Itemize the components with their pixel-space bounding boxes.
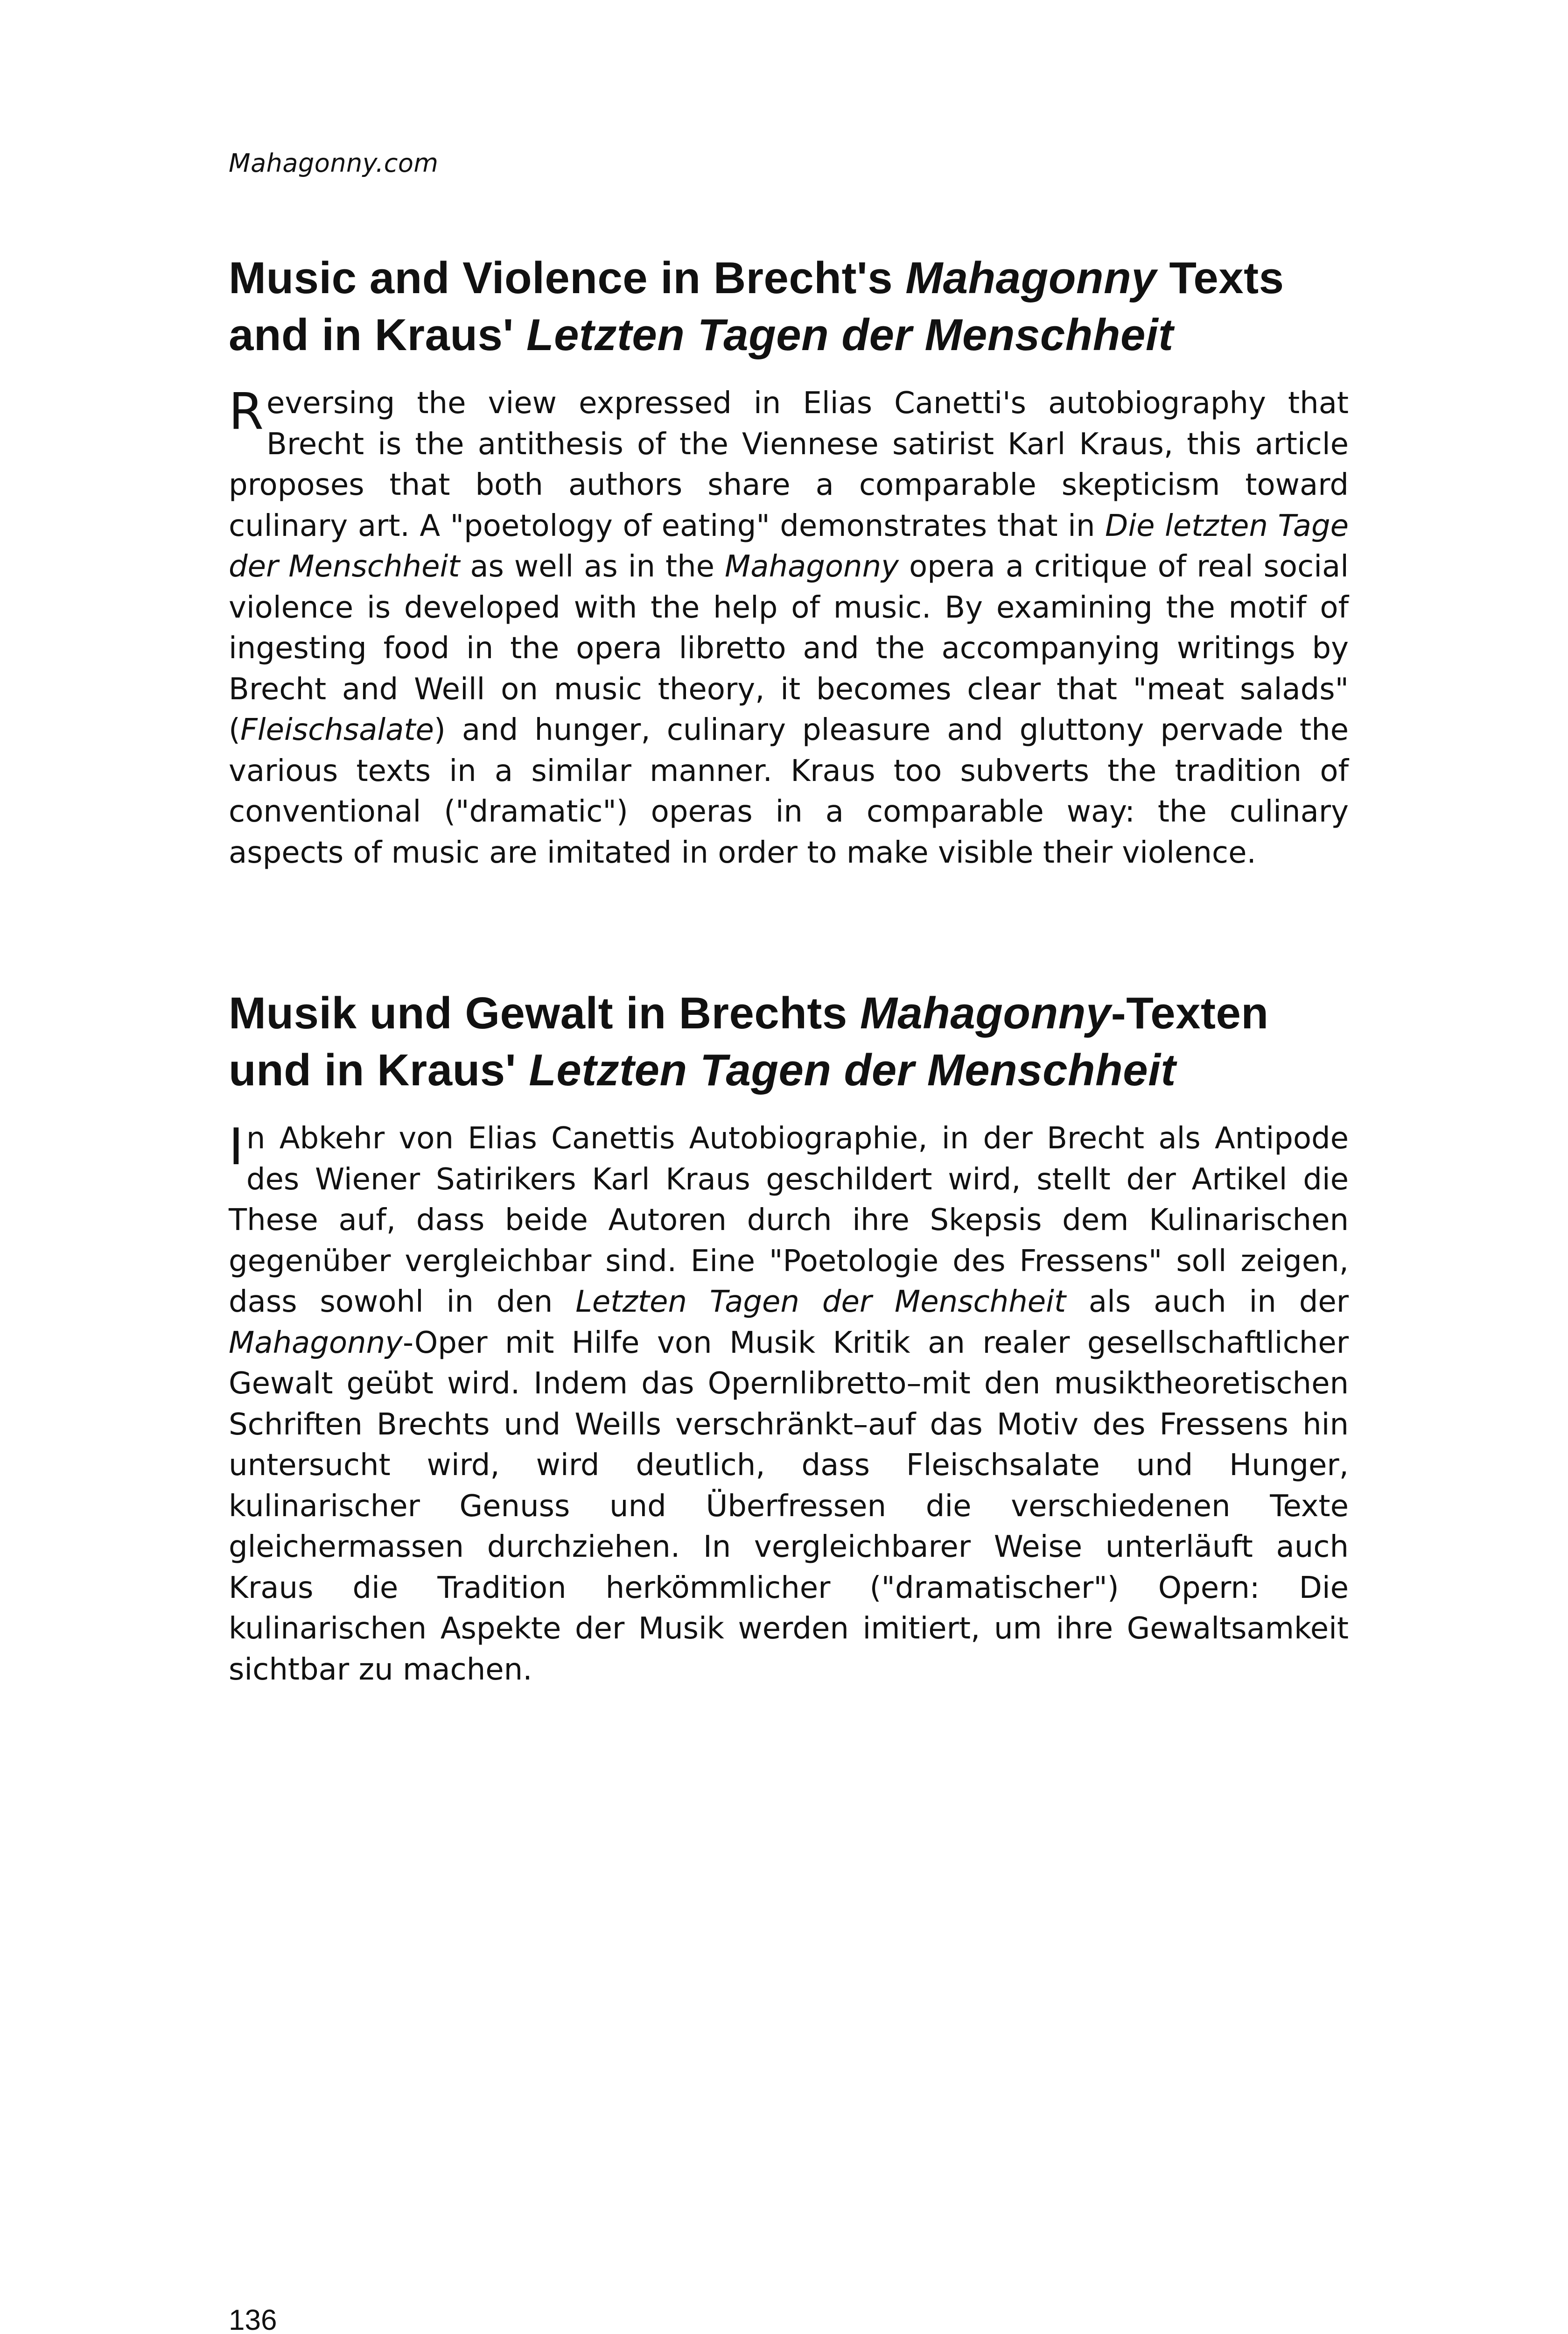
english-abstract-text-4: ) and hunger, culinary pleasure and gluttony pervade the various texts in a similar manner. Kraus too subverts the tradition of conventional ("dramatic") operas in a comparable way: the culinary aspects of music are imitated in order to make visible their violence. [229, 713, 1349, 870]
german-abstract-italic-1: Letzten Tagen der Menschheit [575, 1285, 1066, 1319]
english-abstract-italic-3: Fleischsalate [240, 713, 434, 747]
german-abstract-section [229, 985, 1349, 1690]
english-abstract-italic-2: Mahagonny [725, 549, 899, 584]
german-abstract-text-1: n Abkehr von Elias Canettis Autobiographie, in der Brecht als Antipode des Wiener Satirikers Karl Kraus geschildert wird, stellt der Artikel die These auf, dass beide Autoren durch ihre Skepsis dem Kulinarischen gegenüber vergleichbar sind. Eine "Poetologie des Fressens" soll zeigen, dass sowohl in den [229, 1121, 1349, 1319]
german-abstract-text-3: -Oper mit Hilfe von Musik Kritik an realer gesellschaftlicher Gewalt geübt wird. Indem das Opernlibretto–mit den musiktheoretischen Schriften Brechts und Weills verschränkt–auf das Motiv des Fressens hin untersucht wird, wird deutlich, dass Fleischsalate und Hunger, kulinarischer Genuss und Überfressen die verschiedenen Texte gleichermassen durchziehen. In vergleichbarer Weise unterläuft auch Kraus die Tradition herkömmlicher ("dramatischer") Opern: Die kulinarischen Aspekte der Musik werden imitiert, um ihre Gewaltsamkeit sichtbar zu machen. [229, 1325, 1349, 1687]
page-number: 136 [229, 2304, 277, 2334]
english-abstract-section [229, 250, 1349, 873]
running-head: Mahagonny.com [229, 148, 439, 178]
english-dropcap: R [229, 383, 264, 441]
english-abstract-italic-1: Die letzten Tage der Menschheit [229, 508, 1349, 584]
german-title-italic-mahagonny: Mahagonny [860, 988, 1111, 1038]
english-abstract [229, 383, 1349, 873]
english-abstract-text-1: eversing the view expressed in Elias Canetti's autobiography that Brecht is the antithesis of the Viennese satirist Karl Kraus, this article proposes that both authors share a comparable skepticism toward culinary art. A "poetology of eating" demonstrates that in [229, 386, 1349, 543]
english-abstract-text-3: opera a critique of real social violence is developed with the help of music. By examining the motif of ingesting food in the opera libretto and the accompanying writings by Brecht and Weill on music theory, it becomes clear that "meat salads" ( [229, 549, 1349, 747]
english-title-text: Music and Violence in Brecht's [229, 253, 906, 303]
english-title-italic-letzten-tagen: Letzten Tagen der Menschheit [526, 310, 1174, 360]
german-abstract [229, 1118, 1349, 1690]
german-abstract-text-2: als auch in der [1066, 1285, 1349, 1319]
german-title-text: Musik und Gewalt in Brechts [229, 988, 860, 1038]
german-title [229, 985, 1349, 1099]
german-title-text-2: -Texten und in Kraus' [229, 988, 1269, 1095]
english-title [229, 250, 1349, 364]
german-title-italic-letzten-tagen: Letzten Tagen der Menschheit [529, 1045, 1176, 1095]
german-dropcap: I [229, 1118, 244, 1176]
german-abstract-italic-2: Mahagonny [229, 1325, 403, 1360]
english-title-text-2: Texts and in Kraus' [229, 253, 1284, 360]
english-title-italic-mahagonny: Mahagonny [905, 253, 1157, 303]
english-abstract-text-2: as well as in the [460, 549, 725, 584]
